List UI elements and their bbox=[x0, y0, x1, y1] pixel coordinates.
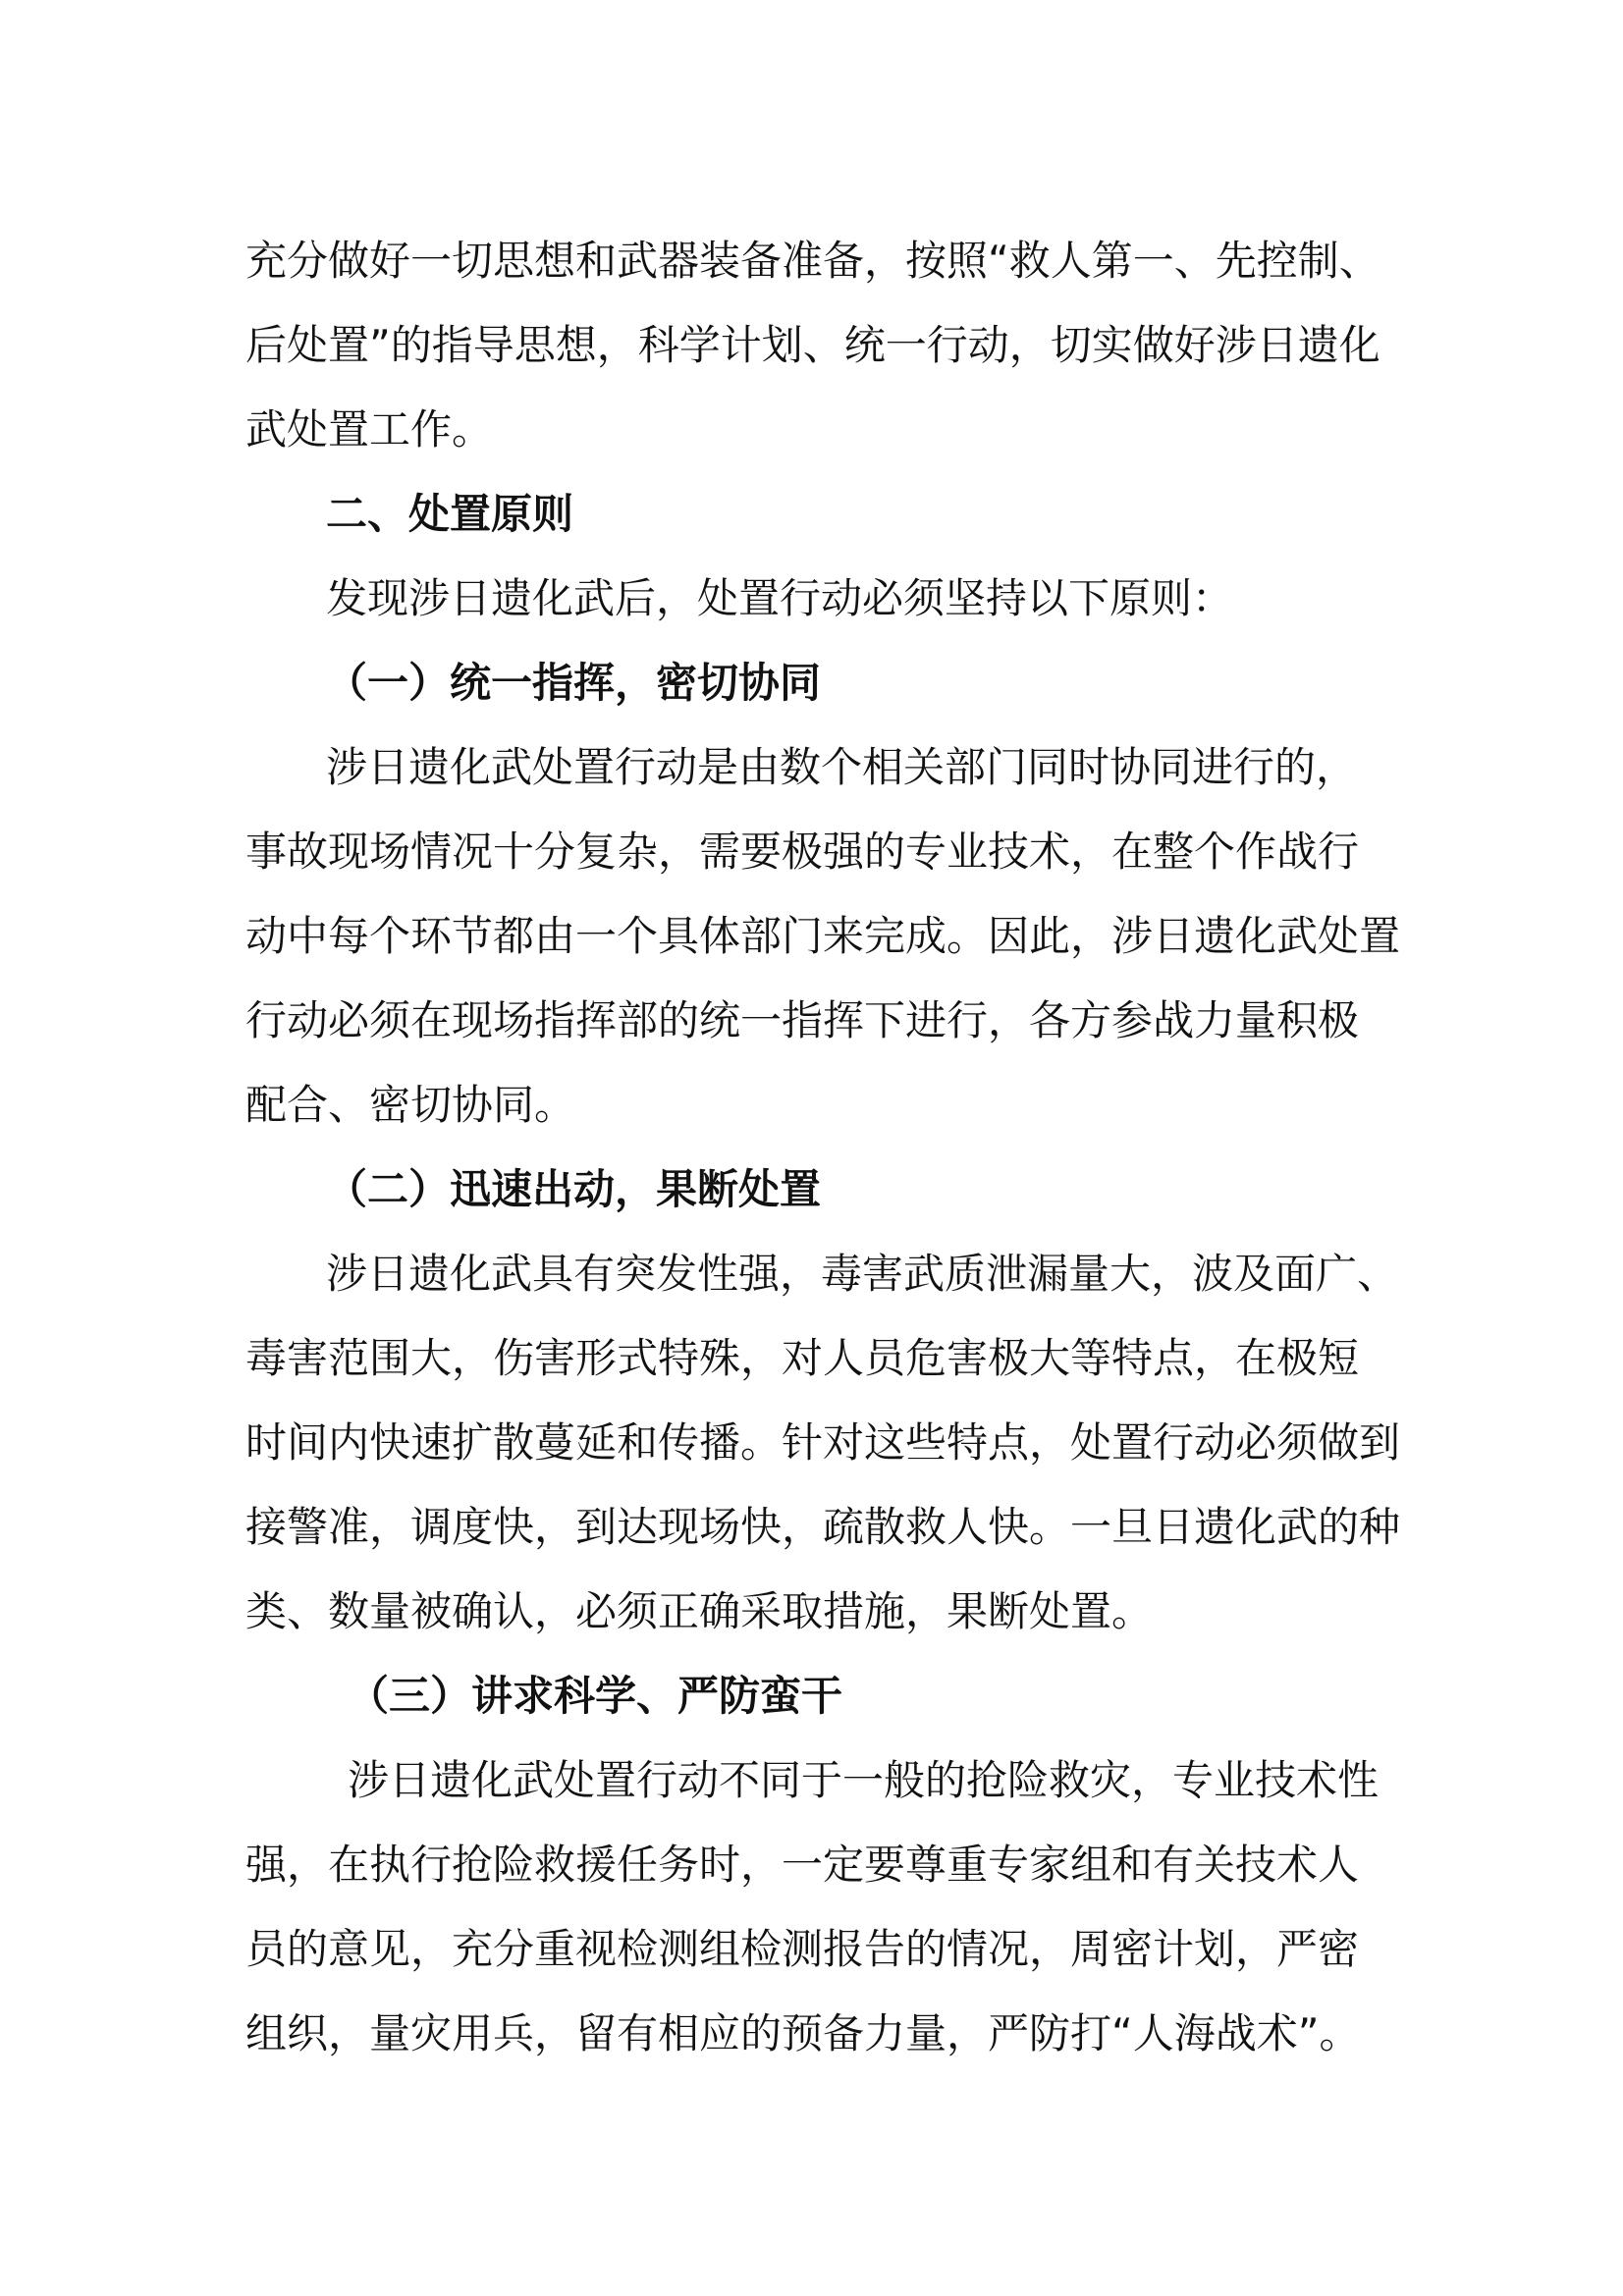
paragraph-line: 组织，量灾用兵，留有相应的预备力量，严防打“人海战术”。 bbox=[245, 2009, 1361, 2057]
paragraph-line: 强，在执行抢险救援任务时，一定要尊重专家组和有关技术人 bbox=[245, 1841, 1360, 1889]
paragraph-line: 涉日遗化武处置行动是由数个相关部门同时协同进行的， bbox=[326, 743, 1358, 791]
paragraph-line: 动中每个环节都由一个具体部门来完成。因此，涉日遗化武处置 bbox=[245, 912, 1401, 960]
paragraph-line: 类、数量被确认，必须正确采取措施，果断处置。 bbox=[245, 1587, 1154, 1635]
paragraph-line: 涉日遗化武处置行动不同于一般的抢险救灾，专业技术性 bbox=[348, 1756, 1380, 1804]
paragraph-line: 配合、密切协同。 bbox=[245, 1081, 576, 1129]
paragraph-line: 行动必须在现场指挥部的统一指挥下进行，各方参战力量积极 bbox=[245, 996, 1360, 1044]
subsection-heading: （一）统一指挥，密切协同 bbox=[326, 659, 822, 707]
paragraph-line: 接警准，调度快，到达现场快，疏散救人快。一旦日遗化武的种 bbox=[245, 1503, 1401, 1551]
paragraph-line: 武处置工作。 bbox=[245, 405, 494, 454]
paragraph-line: 涉日遗化武具有突发性强，毒害武质泄漏量大，波及面广、 bbox=[326, 1250, 1399, 1298]
subsection-heading: （二）迅速出动，果断处置 bbox=[326, 1165, 822, 1213]
paragraph-line: 毒害范围大，伤害形式特殊，对人员危害极大等特点，在极短 bbox=[245, 1334, 1360, 1382]
subsection-heading: （三）讲求科学、严防蛮干 bbox=[348, 1672, 843, 1720]
paragraph-line: 时间内快速扩散蔓延和传播。针对这些特点，处置行动必须做到 bbox=[245, 1418, 1401, 1467]
paragraph-line: 后处置”的指导思想，科学计划、统一行动，切实做好涉日遗化 bbox=[245, 321, 1380, 369]
paragraph-line: 充分做好一切思想和武器装备准备，按照“救人第一、先控制、 bbox=[245, 237, 1380, 285]
paragraph-line: 员的意见，充分重视检测组检测报告的情况，周密计划，严密 bbox=[245, 1925, 1360, 1973]
section-heading: 二、处置原则 bbox=[326, 490, 574, 538]
paragraph-line: 发现涉日遗化武后，处置行动必须坚持以下原则： bbox=[326, 574, 1234, 622]
paragraph-line: 事故现场情况十分复杂，需要极强的专业技术，在整个作战行 bbox=[245, 828, 1360, 876]
